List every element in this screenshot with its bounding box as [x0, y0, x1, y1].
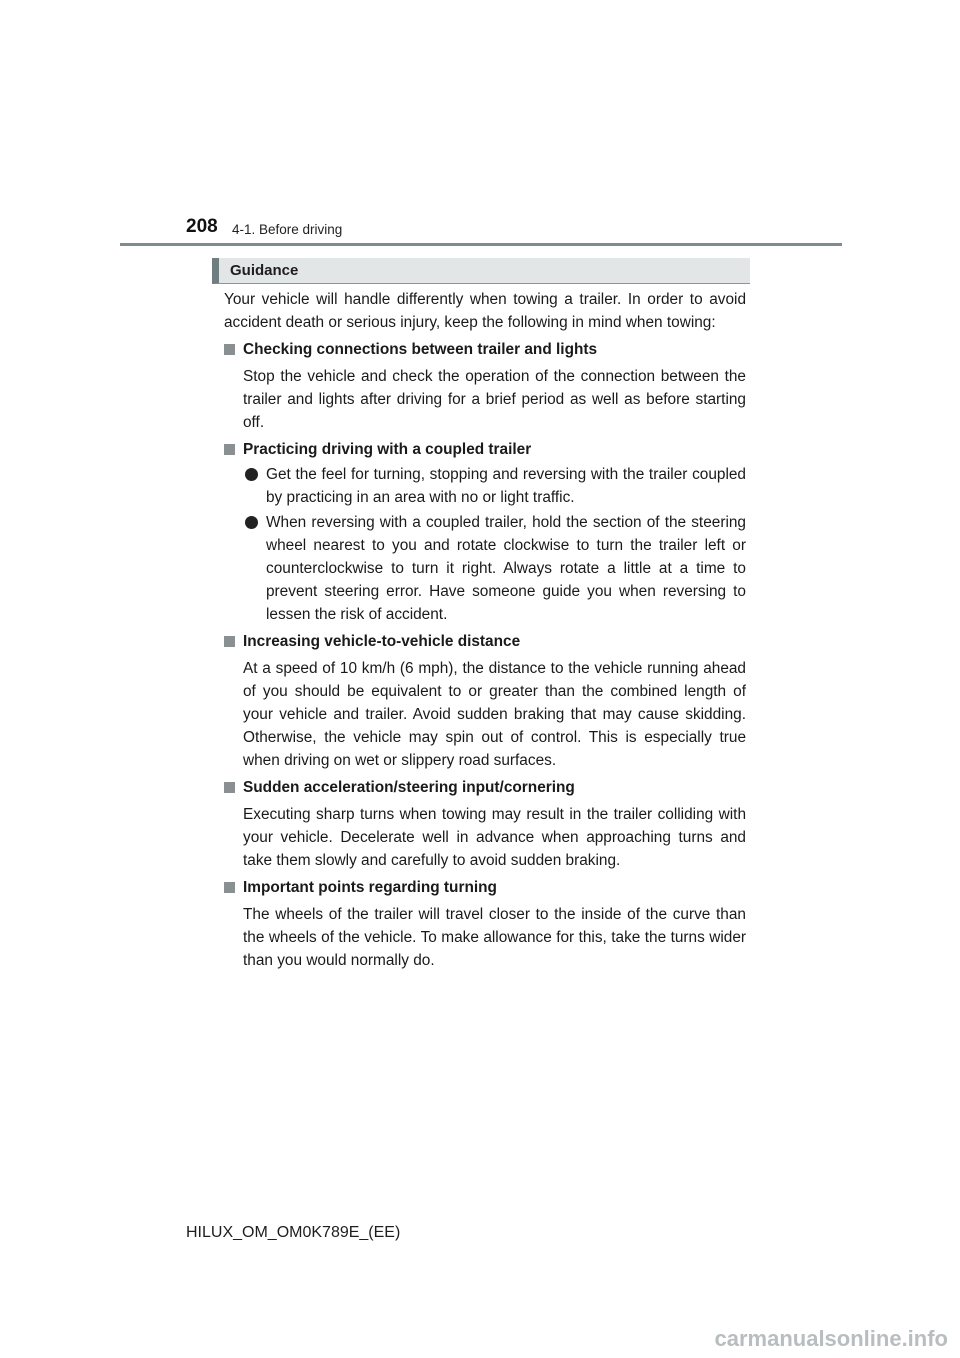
- section-title-acceleration: Sudden acceleration/steering input/cornering: [243, 779, 575, 796]
- document-code: HILUX_OM_OM0K789E_(EE): [186, 1224, 401, 1241]
- section-connections: [224, 338, 746, 434]
- list-item: [243, 463, 746, 509]
- section-body-distance: At a speed of 10 km/h (6 mph), the distance to the vehicle running ahead of you should be equivalent to or greater than the combined length of your vehicle and trailer. Avoid sudden braking that may cause skidding. Otherwise, the vehicle may spin out of control. This is especially true when driving on wet or slippery road surfaces.: [243, 660, 746, 769]
- circle-bullet-icon: [245, 516, 258, 529]
- section-title-distance: Increasing vehicle-to-vehicle distance: [243, 633, 521, 650]
- circle-bullet-icon: [245, 468, 258, 481]
- square-bullet-icon: [224, 882, 235, 893]
- section-body-turning: The wheels of the trailer will travel closer to the inside of the curve than the wheels of the vehicle. To make allowance for this, take the turns wider than you would normally do.: [243, 906, 746, 969]
- square-bullet-icon: [224, 636, 235, 647]
- section-turning: [224, 876, 746, 972]
- list-item: [243, 511, 746, 626]
- guidance-content: [224, 288, 746, 972]
- section-title-turning: Important points regarding turning: [243, 879, 497, 896]
- section-body-acceleration: Executing sharp turns when towing may result in the trailer colliding with your vehicle. Decelerate well in advance when approaching turns and take them slowly and carefully to avoid sudden braking.: [243, 806, 746, 869]
- guidance-heading: [212, 258, 750, 284]
- section-body-connections: Stop the vehicle and check the operation of the connection between the trailer and lights after driving for a brief period as well as before starting off.: [243, 368, 746, 431]
- watermark: carmanualsonline.info: [714, 1326, 948, 1351]
- intro-paragraph: Your vehicle will handle differently when towing a trailer. In order to avoid accident death or serious injury, keep the following in mind when towing:: [224, 291, 746, 331]
- square-bullet-icon: [224, 782, 235, 793]
- section-practicing: [224, 438, 746, 626]
- section-title-practicing: Practicing driving with a coupled trailer: [243, 441, 532, 458]
- section-title-connections: Checking connections between trailer and lights: [243, 341, 598, 358]
- square-bullet-icon: [224, 344, 235, 355]
- section-acceleration: [224, 776, 746, 872]
- header-rule: [120, 243, 842, 246]
- guidance-label: Guidance: [230, 262, 299, 279]
- square-bullet-icon: [224, 444, 235, 455]
- section-distance: [224, 630, 746, 772]
- section-title: 4-1. Before driving: [232, 222, 343, 237]
- page-number: 208: [186, 216, 218, 237]
- bullet-text: When reversing with a coupled trailer, hold the section of the steering wheel nearest to you and rotate clockwise to turn the trailer left or counterclockwise to turn it right. Always rotate a little at a time to prevent steering error. Have someone guide you when reversing to lessen the risk of accident.: [266, 514, 746, 623]
- bullet-text: Get the feel for turning, stopping and reversing with the trailer coupled by practicing in an area with no or light traffic.: [266, 466, 746, 506]
- page-header: [0, 0, 960, 250]
